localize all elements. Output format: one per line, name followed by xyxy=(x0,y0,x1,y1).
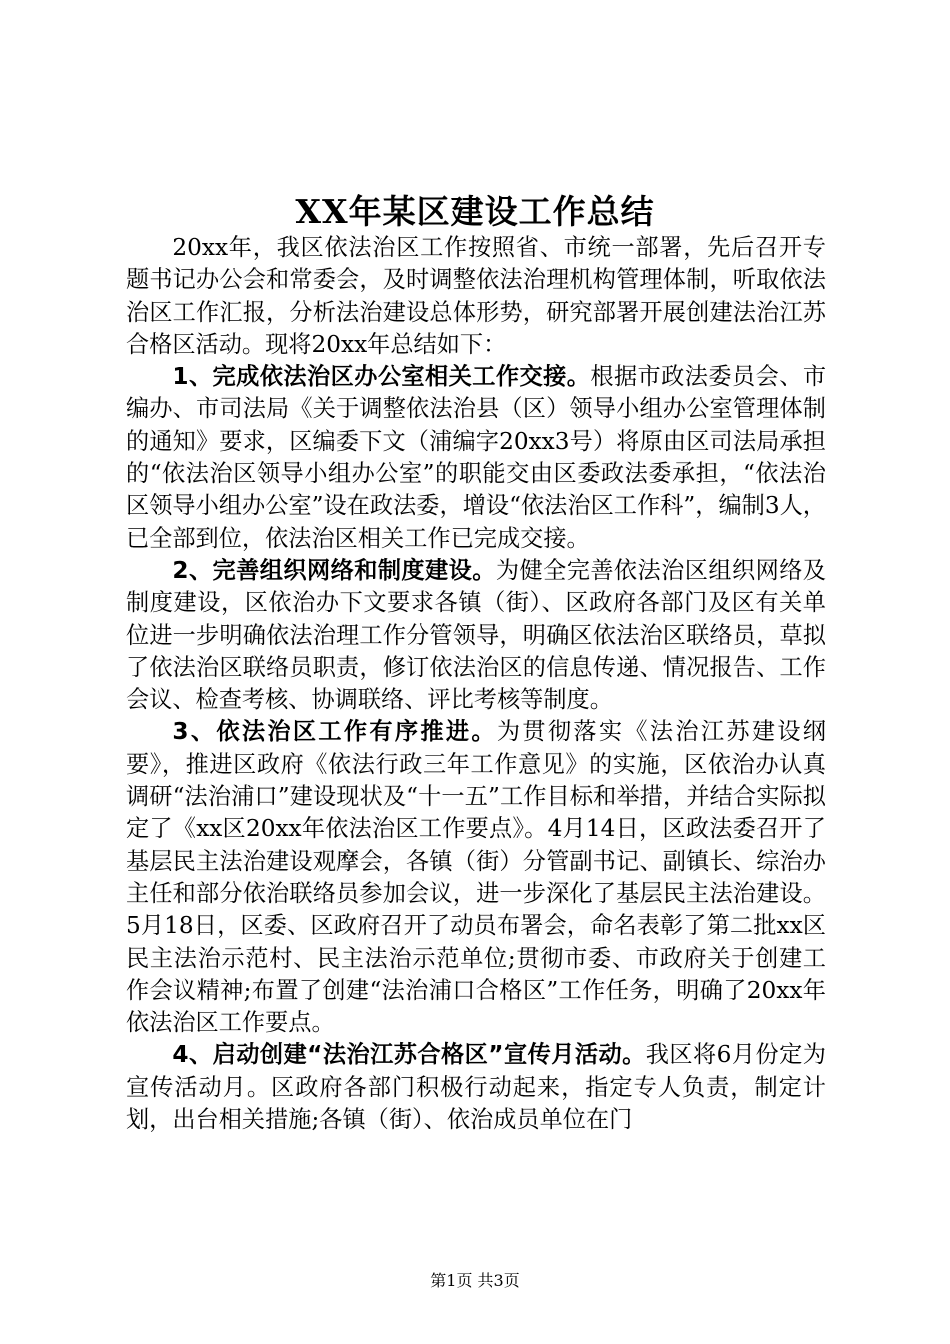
section-3-text: 为贯彻落实《法治江苏建设纲要》，推进区政府《依法行政三年工作意见》的实施，区依治办认真调研“法治浦口”建设现状及“十一五”工作目标和举措，并结合实际拟定了《xx区20xx年依法治区工作要点》。4月14日，区政法委召开了基层民主法治建设观摩会，各镇（街）分管副书记、副镇长、综治办主任和部分依治联络员参加会议，进一步深化了基层民主法治建设。5月18日，区委、区政府召开了动员布署会，命名表彰了第二批xx区民主法治示范村、民主法治示范单位;贯彻市委、市政府关于创建工作会议精神;布置了创建“法治浦口合格区”工作任务，明确了20xx年依法治区工作要点。 xyxy=(126,718,826,1037)
section-2-paragraph xyxy=(126,555,826,716)
section-1-heading: 1、完成依法治区办公室相关工作交接。 xyxy=(172,363,591,391)
section-4-text: 我区将6月份定为宣传活动月。区政府各部门积极行动起来，指定专人负责，制定计划，出台相关措施;各镇（街）、依治成员单位在门 xyxy=(126,1041,826,1134)
section-4-heading: 4、启动创建“法治江苏合格区”宣传月活动。 xyxy=(172,1041,646,1069)
document-body xyxy=(126,232,826,1136)
document-title: XX年某区建设工作总结 xyxy=(295,192,655,231)
section-1-text: 根据市政法委员会、市编办、市司法局《关于调整依法治县（区）领导小组办公室管理体制的通知》要求，区编委下文（浦编字20xx3号）将原由区司法局承担的“依法治区领导小组办公室”的职能交由区委政法委承担，“依法治区领导小组办公室”设在政法委，增设“依法治区工作科”，编制3人，已全部到位，依法治区相关工作已完成交接。 xyxy=(126,363,827,552)
section-3-heading: 3、依法治区工作有序推进。 xyxy=(172,718,497,746)
page-footer: 第1页 共3页 xyxy=(430,1271,520,1290)
section-1-paragraph xyxy=(126,361,826,555)
section-2-text: 为健全完善依法治区组织网络及制度建设，区依治办下文要求各镇（街）、区政府各部门及区有关单位进一步明确依法治理工作分管领导，明确区依法治区联络员，草拟了依法治区联络员职责，修订依法治区的信息传递、情况报告、工作会议、检查考核、协调联络、评比考核等制度。 xyxy=(126,556,826,714)
section-4-paragraph xyxy=(126,1039,826,1136)
section-2-heading: 2、完善组织网络和制度建设。 xyxy=(172,556,496,584)
section-3-paragraph xyxy=(126,716,826,1039)
intro-paragraph: 20xx年，我区依法治区工作按照省、市统一部署，先后召开专题书记办公会和常委会，及时调整依法治理机构管理体制，听取依法治区工作汇报，分析法治建设总体形势，研究部署开展创建法治江苏合格区活动。现将20xx年总结如下： xyxy=(126,234,826,358)
